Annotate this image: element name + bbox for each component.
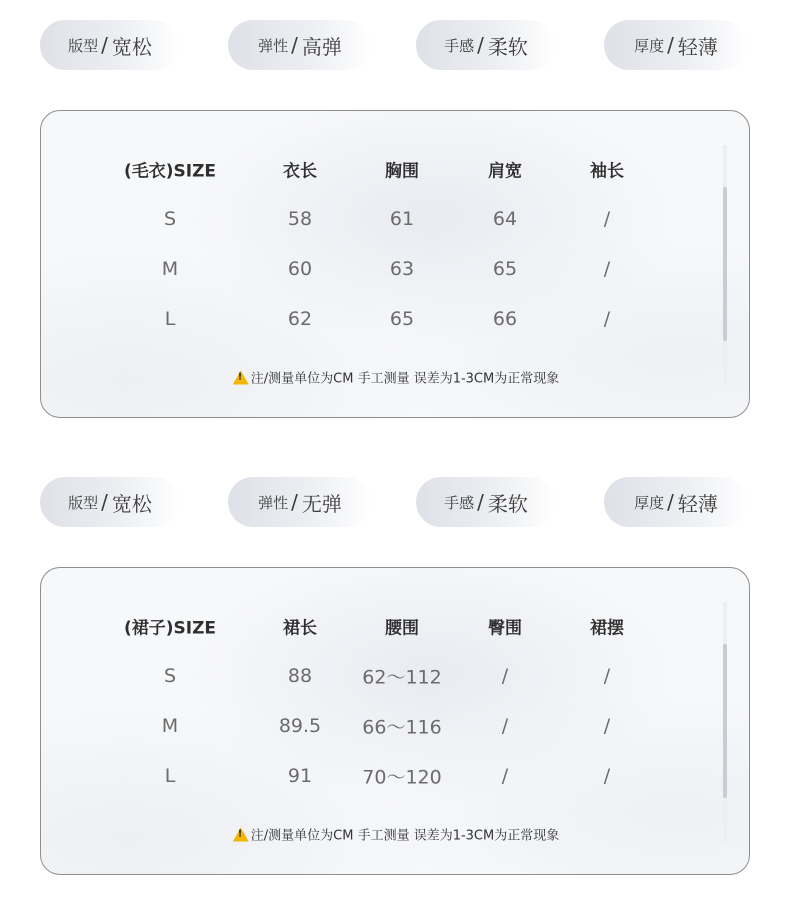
scrollbar-thumb[interactable] (723, 644, 727, 798)
measurement-note (233, 368, 559, 387)
table-cell: 63 (389, 258, 415, 280)
pill-elasticity (228, 477, 372, 527)
col-header-length: 衣长 (283, 161, 317, 182)
table-cell: / (603, 308, 611, 330)
table-cell: L (164, 765, 176, 787)
table-cell: 58 (287, 208, 313, 230)
table-cell: / (501, 665, 509, 687)
pill-key: 手感 (444, 36, 475, 55)
table-cell: 66 (492, 308, 518, 330)
pill-value: 高弹 (301, 34, 342, 59)
table-cell: 64 (492, 208, 518, 230)
pill-value: 柔软 (487, 34, 528, 59)
table-cell: / (603, 208, 611, 230)
col-header-hem: 裙摆 (590, 618, 624, 639)
pill-value: 宽松 (111, 34, 152, 59)
pill-fit (40, 477, 180, 527)
pill-fit (40, 20, 180, 70)
table-cell: / (603, 715, 611, 737)
table-cell: 65 (389, 308, 415, 330)
attribute-pills-skirt (0, 477, 790, 527)
table-cell: 61 (389, 208, 415, 230)
pill-separator: / (477, 33, 484, 57)
col-header-skirt-length: 裙长 (283, 618, 317, 639)
pill-separator: / (291, 490, 298, 514)
table-cell: 70～120 (362, 766, 442, 789)
table-cell: 66～116 (362, 716, 442, 739)
pill-separator: / (667, 490, 674, 514)
pill-feel (416, 20, 556, 70)
table-cell: M (161, 715, 179, 737)
table-cell: L (164, 308, 176, 330)
size-chart-card-sweater (40, 110, 750, 418)
measurement-note-text: 注/测量单位为CM 手工测量 误差为1-3CM为正常现象 (250, 828, 560, 844)
pill-elasticity (228, 20, 372, 70)
warning-icon (233, 827, 249, 841)
table-cell: / (603, 258, 611, 280)
table-cell: S (163, 208, 177, 230)
pill-separator: / (101, 490, 108, 514)
pill-key: 版型 (68, 36, 99, 55)
measurement-note (233, 825, 559, 844)
table-cell: / (501, 765, 509, 787)
col-header-waist: 腰围 (385, 618, 419, 639)
pill-key: 厚度 (634, 493, 665, 512)
table-cell: 65 (492, 258, 518, 280)
pill-feel (416, 477, 556, 527)
table-cell: 62 (287, 308, 313, 330)
size-header: (裙子)SIZE (123, 618, 217, 639)
table-cell: 62～112 (362, 666, 442, 689)
pill-separator: / (477, 490, 484, 514)
pill-value: 轻薄 (677, 34, 718, 59)
pill-separator: / (291, 33, 298, 57)
table-cell: M (161, 258, 179, 280)
table-cell: / (501, 715, 509, 737)
pill-key: 厚度 (634, 36, 665, 55)
scrollbar-thumb[interactable] (723, 187, 727, 341)
col-header-chest: 胸围 (385, 161, 419, 182)
pill-value: 无弹 (301, 491, 342, 516)
pill-key: 弹性 (258, 36, 289, 55)
pill-value: 轻薄 (677, 491, 718, 516)
col-header-sleeve: 袖长 (590, 161, 624, 182)
table-cell: / (603, 665, 611, 687)
pill-value: 宽松 (111, 491, 152, 516)
table-cell: 91 (287, 765, 313, 787)
table-cell: 89.5 (278, 715, 322, 737)
col-header-shoulder: 肩宽 (488, 161, 522, 182)
pill-thickness (604, 20, 748, 70)
pill-key: 弹性 (258, 493, 289, 512)
attribute-pills-sweater (0, 20, 790, 70)
pill-key: 版型 (68, 493, 99, 512)
size-header: (毛衣)SIZE (123, 161, 217, 182)
measurement-note-text: 注/测量单位为CM 手工测量 误差为1-3CM为正常现象 (250, 371, 560, 387)
table-cell: S (163, 665, 177, 687)
pill-key: 手感 (444, 493, 475, 512)
pill-thickness (604, 477, 748, 527)
pill-value: 柔软 (487, 491, 528, 516)
col-header-hip: 臀围 (488, 618, 522, 639)
table-cell: 60 (287, 258, 313, 280)
pill-separator: / (667, 33, 674, 57)
warning-icon (233, 370, 249, 384)
table-cell: 88 (287, 665, 313, 687)
table-cell: / (603, 765, 611, 787)
pill-separator: / (101, 33, 108, 57)
size-chart-card-skirt (40, 567, 750, 875)
